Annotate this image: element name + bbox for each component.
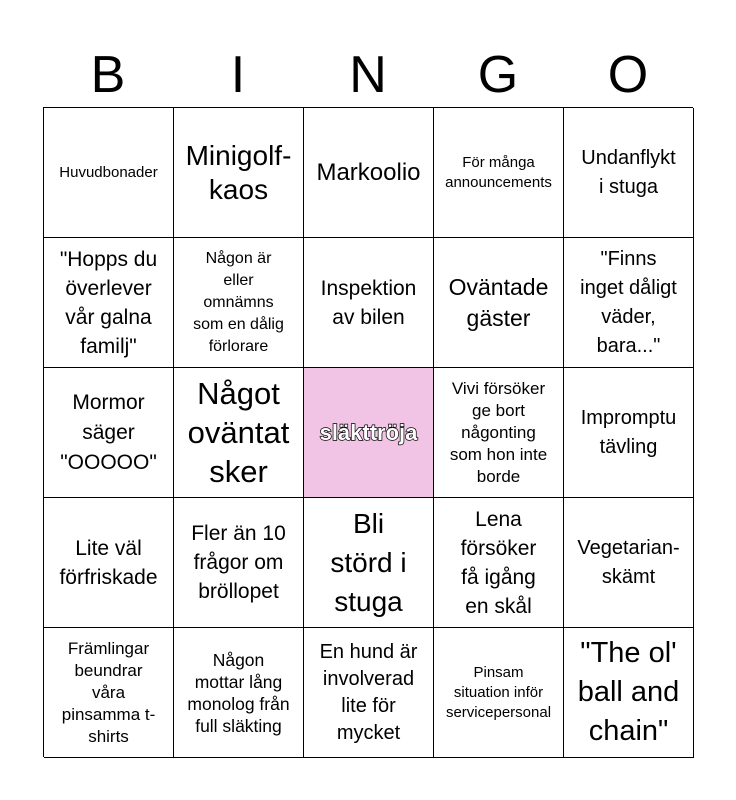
cell-label: Oväntade gäster bbox=[448, 273, 549, 331]
cell-label: "Finns inget dåligt väder, bara..." bbox=[580, 247, 677, 357]
bingo-cell-r3c1[interactable] bbox=[44, 368, 174, 498]
cell-label: Lite väl förfriskade bbox=[59, 536, 158, 589]
cell-label: Undanflykt i stuga bbox=[581, 146, 676, 198]
cell-label: Vivi försöker ge bort någonting som hon inte borde bbox=[449, 378, 548, 486]
cell-label: Bli störd i stuga bbox=[330, 508, 407, 617]
bingo-cell-r2c1[interactable] bbox=[44, 238, 174, 368]
bingo-header bbox=[43, 44, 693, 106]
cell-label: En hund är involverad lite för mycket bbox=[319, 640, 418, 744]
cell-label: Huvudbonader bbox=[59, 163, 158, 181]
cell-label: Någon mottar lång monolog från full släkting bbox=[187, 649, 290, 736]
cell-label: "Hopps du överlever vår galna familj" bbox=[59, 247, 158, 358]
bingo-grid bbox=[43, 107, 693, 757]
cell-label: Mormor säger "OOOOO" bbox=[60, 390, 157, 474]
bingo-cell-r1c2[interactable] bbox=[174, 108, 304, 238]
bingo-cell-r2c5[interactable] bbox=[564, 238, 694, 368]
bingo-cell-r1c5[interactable] bbox=[564, 108, 694, 238]
cell-label: Lena försöker få igång en skål bbox=[460, 507, 537, 618]
header-letter-b: B bbox=[90, 46, 126, 104]
bingo-cell-r2c2[interactable] bbox=[174, 238, 304, 368]
bingo-cell-r3c2[interactable] bbox=[174, 368, 304, 498]
bingo-cell-r2c3[interactable] bbox=[304, 238, 434, 368]
bingo-cell-r4c5[interactable] bbox=[564, 498, 694, 628]
header-letter-i: I bbox=[230, 46, 246, 104]
bingo-cell-r5c5[interactable] bbox=[564, 628, 694, 758]
bingo-cell-r2c4[interactable] bbox=[434, 238, 564, 368]
free-cell-label: släkttröja bbox=[319, 419, 418, 445]
cell-label: "The ol' ball and chain" bbox=[577, 637, 680, 747]
bingo-cell-r3c4[interactable] bbox=[434, 368, 564, 498]
header-letter-g: G bbox=[477, 46, 519, 104]
bingo-cell-r3c5[interactable] bbox=[564, 368, 694, 498]
bingo-cell-r4c2[interactable] bbox=[174, 498, 304, 628]
cell-label: Impromptu tävling bbox=[580, 406, 677, 458]
bingo-cell-free[interactable] bbox=[304, 368, 434, 498]
cell-label: För många announcements bbox=[445, 153, 552, 191]
bingo-cell-r4c3[interactable] bbox=[304, 498, 434, 628]
header-letter-o: O bbox=[607, 46, 649, 104]
cell-label: Fler än 10 frågor om bröllopet bbox=[191, 522, 286, 603]
header-letter-n: N bbox=[349, 46, 387, 104]
bingo-cell-r4c1[interactable] bbox=[44, 498, 174, 628]
bingo-cell-r1c3[interactable] bbox=[304, 108, 434, 238]
bingo-cell-r4c4[interactable] bbox=[434, 498, 564, 628]
bingo-cell-r5c4[interactable] bbox=[434, 628, 564, 758]
bingo-cell-r5c1[interactable] bbox=[44, 628, 174, 758]
cell-label: Markoolio bbox=[316, 158, 421, 186]
cell-label: Inspektion av bilen bbox=[320, 276, 417, 329]
cell-label: Något oväntat sker bbox=[187, 376, 290, 489]
cell-label: Vegetarian- skämt bbox=[577, 536, 680, 588]
bingo-cell-r5c2[interactable] bbox=[174, 628, 304, 758]
bingo-cell-r5c3[interactable] bbox=[304, 628, 434, 758]
bingo-cell-r1c4[interactable] bbox=[434, 108, 564, 238]
cell-label: Någon är eller omnämns som en dålig förlorare bbox=[193, 249, 284, 355]
bingo-cell-r1c1[interactable] bbox=[44, 108, 174, 238]
cell-label: Minigolf- kaos bbox=[185, 139, 292, 205]
cell-label: Pinsam situation inför servicepersonal bbox=[445, 663, 552, 721]
cell-label: Främlingar beundrar våra pinsamma t- shirts bbox=[61, 638, 156, 746]
